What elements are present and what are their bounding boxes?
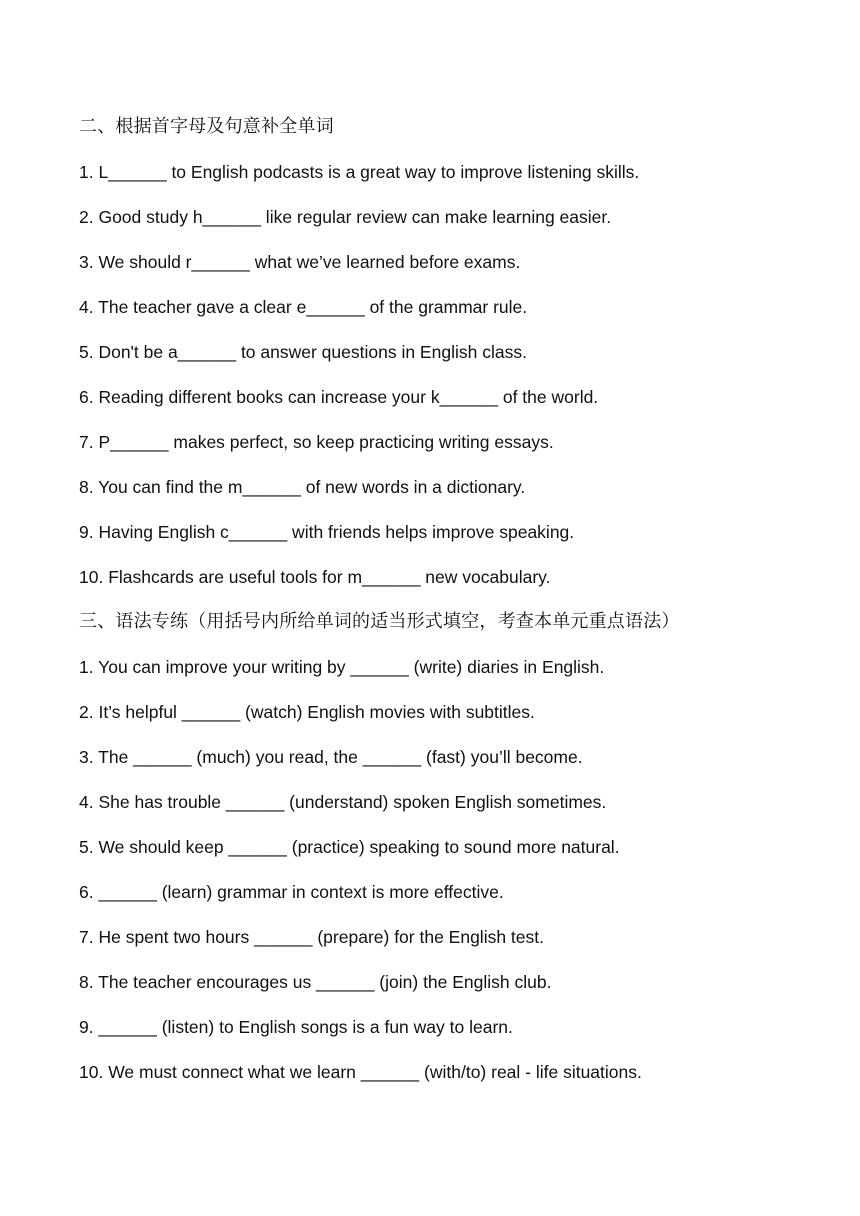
section-2-item-8: 8. You can find the m______ of new words in a dictionary. bbox=[79, 477, 526, 497]
section-3-item-4: 4. She has trouble ______ (understand) spoken English sometimes. bbox=[79, 792, 607, 812]
section-3-heading: 三、语法专练（用括号内所给单词的适当形式填空，考查本单元重点语法） bbox=[79, 611, 680, 632]
section-3-item-9: 9. ______ (listen) to English songs is a fun way to learn. bbox=[79, 1017, 513, 1037]
section-3-item-8: 8. The teacher encourages us ______ (join) the English club. bbox=[79, 972, 552, 992]
worksheet-page bbox=[79, 113, 799, 1103]
section-2-item-2: 2. Good study h______ like regular review can make learning easier. bbox=[79, 207, 612, 227]
section-3-item-6: 6. ______ (learn) grammar in context is more effective. bbox=[79, 882, 504, 902]
section-2-item-3: 3. We should r______ what we’ve learned before exams. bbox=[79, 252, 521, 272]
section-3-item-5: 5. We should keep ______ (practice) speaking to sound more natural. bbox=[79, 837, 620, 857]
section-3-item-7: 7. He spent two hours ______ (prepare) for the English test. bbox=[79, 927, 544, 947]
section-2-heading: 二、根据首字母及句意补全单词 bbox=[79, 116, 334, 137]
section-2-item-4: 4. The teacher gave a clear e______ of the grammar rule. bbox=[79, 297, 528, 317]
section-2-item-1: 1. L______ to English podcasts is a great way to improve listening skills. bbox=[79, 162, 640, 182]
section-2-item-6: 6. Reading different books can increase your k______ of the world. bbox=[79, 387, 599, 407]
section-3-item-10: 10. We must connect what we learn ______ (with/to) real - life situations. bbox=[79, 1062, 642, 1082]
section-2-item-5: 5. Don't be a______ to answer questions in English class. bbox=[79, 342, 527, 362]
section-3-item-1: 1. You can improve your writing by ______ (write) diaries in English. bbox=[79, 657, 605, 677]
section-2-item-10: 10. Flashcards are useful tools for m______ new vocabulary. bbox=[79, 567, 551, 587]
section-3-item-2: 2. It’s helpful ______ (watch) English movies with subtitles. bbox=[79, 702, 535, 722]
section-2-item-7: 7. P______ makes perfect, so keep practicing writing essays. bbox=[79, 432, 554, 452]
section-2-item-9: 9. Having English c______ with friends helps improve speaking. bbox=[79, 522, 575, 542]
section-3-item-3: 3. The ______ (much) you read, the ______ (fast) you’ll become. bbox=[79, 747, 583, 767]
